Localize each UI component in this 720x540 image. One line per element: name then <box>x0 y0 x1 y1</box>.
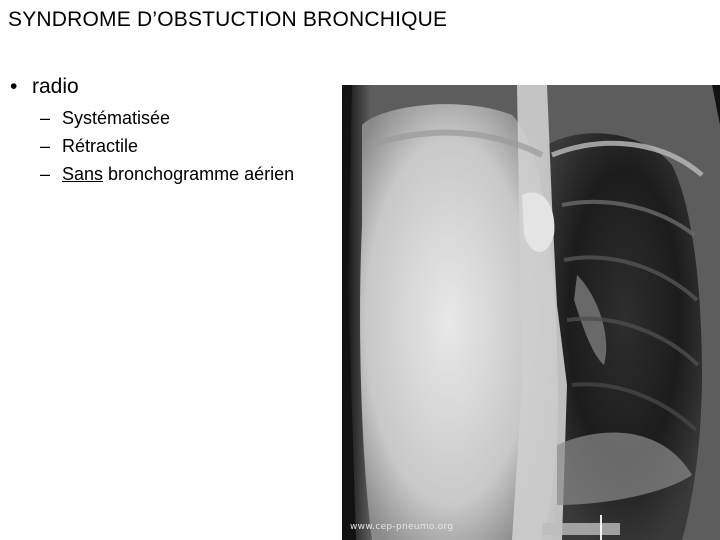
dash-marker: – <box>40 108 51 128</box>
bullet-radio <box>10 74 79 100</box>
dash-marker: – <box>40 164 51 184</box>
image-watermark: www.cep-pneumo.org <box>350 522 454 532</box>
dash-marker: – <box>40 136 51 156</box>
chest-xray-image <box>342 85 720 540</box>
sub-bullet-underlined-word: Sans <box>62 164 104 184</box>
bullet-marker: • <box>10 75 18 98</box>
slide-title: SYNDROME D’OBSTUCTION BRONCHIQUE <box>8 8 448 31</box>
chest-xray-drawing <box>342 85 720 540</box>
sub-bullet-text: Systématisée <box>62 108 171 128</box>
sub-bullet-item <box>40 104 294 132</box>
bullet-label: radio <box>32 75 79 98</box>
sub-bullet-item <box>40 160 294 188</box>
sub-bullet-text: Rétractile <box>62 136 139 156</box>
sub-bullet-text: bronchogramme aérien <box>103 164 295 184</box>
sub-bullet-item <box>40 132 294 160</box>
sub-bullet-list <box>40 104 294 188</box>
